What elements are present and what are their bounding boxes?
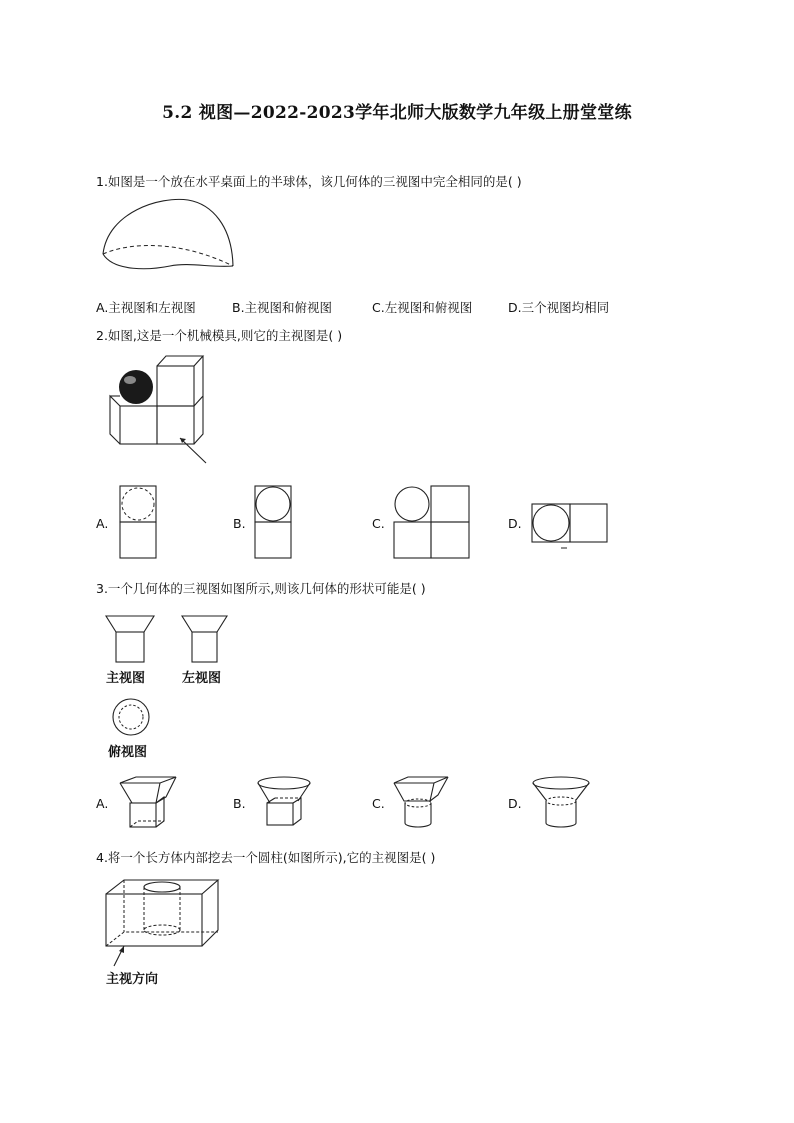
page-title: 5.2 视图—2022-2023学年北师大版数学九年级上册堂堂练 xyxy=(162,103,632,123)
q3-top-view xyxy=(110,698,154,738)
q3-top-view-caption: 俯视图 xyxy=(108,745,148,760)
q2-option-d-figure xyxy=(530,502,610,550)
q3-option-d[interactable]: D. xyxy=(508,796,522,811)
q2-option-c-figure xyxy=(392,484,472,560)
q3-option-c-figure xyxy=(392,775,452,831)
q1-option-b[interactable]: B.主视图和俯视图 xyxy=(232,300,333,315)
question-2-text: 2.如图,这是一个机械模具,则它的主视图是( ) xyxy=(96,328,343,343)
q3-front-view xyxy=(104,614,156,664)
q2-option-a[interactable]: A. xyxy=(96,516,109,531)
mold-figure xyxy=(100,350,220,470)
q2-option-d[interactable]: D. xyxy=(508,516,522,531)
q2-option-b[interactable]: B. xyxy=(233,516,246,531)
q1-option-c[interactable]: C.左视图和俯视图 xyxy=(372,300,473,315)
q3-option-a-figure xyxy=(118,775,180,831)
question-1-text: 1.如图是一个放在水平桌面上的半球体，该几何体的三视图中完全相同的是( ) xyxy=(96,174,522,189)
q2-option-a-figure xyxy=(118,484,158,560)
q2-option-c[interactable]: C. xyxy=(372,516,385,531)
q3-front-view-caption: 主视图 xyxy=(106,671,146,686)
q1-option-d[interactable]: D.三个视图均相同 xyxy=(508,300,610,315)
q3-left-view-caption: 左视图 xyxy=(182,671,222,686)
hemisphere-figure xyxy=(100,192,240,282)
q1-option-a[interactable]: A.主视图和左视图 xyxy=(96,300,196,315)
q3-left-view xyxy=(180,614,230,664)
question-3-text: 3.一个几何体的三视图如图所示,则该几何体的形状可能是( ) xyxy=(96,581,426,596)
hollowed-box-figure xyxy=(100,876,225,976)
q3-option-b[interactable]: B. xyxy=(233,796,246,811)
q3-option-c[interactable]: C. xyxy=(372,796,385,811)
q3-option-b-figure xyxy=(255,775,315,831)
q4-direction-caption: 主视方向 xyxy=(106,972,159,987)
q3-option-d-figure xyxy=(530,775,592,831)
question-4-text: 4.将一个长方体内部挖去一个圆柱(如图所示),它的主视图是( ) xyxy=(96,850,436,865)
q2-option-b-figure xyxy=(253,484,293,560)
q3-option-a[interactable]: A. xyxy=(96,796,109,811)
